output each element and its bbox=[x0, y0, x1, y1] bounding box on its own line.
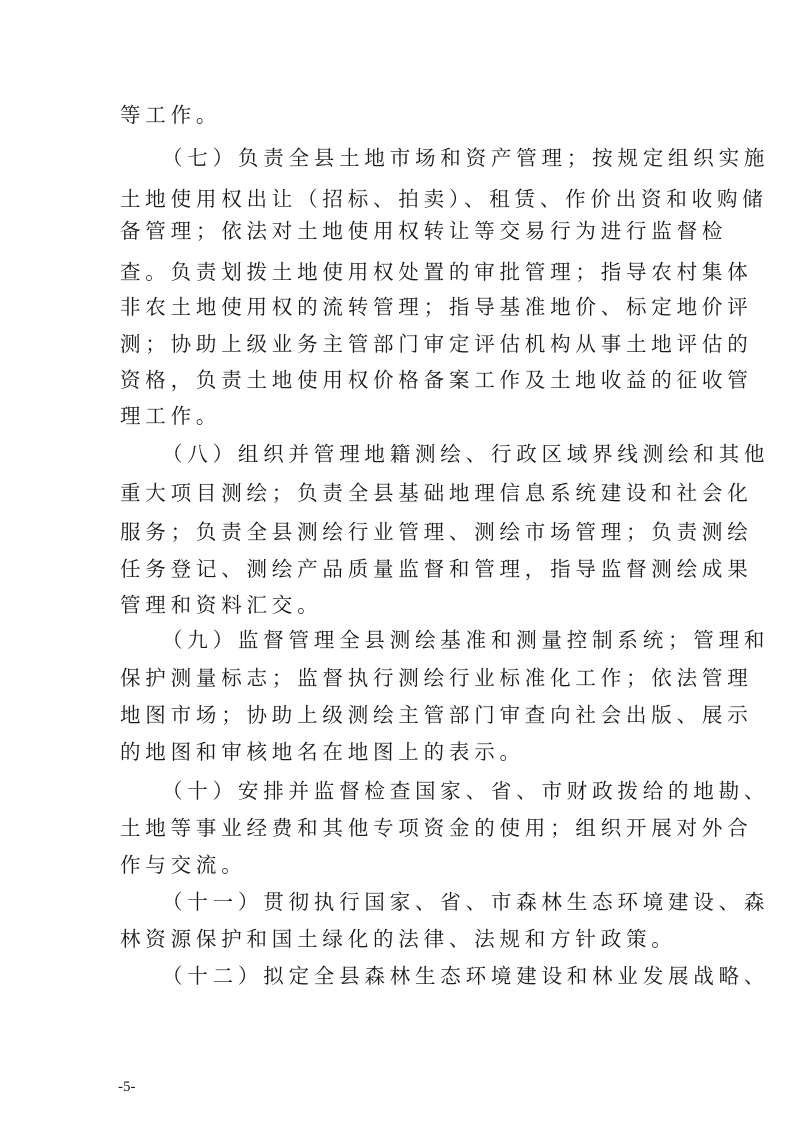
text-line: （八）组织并管理地籍测绘、行政区域界线测绘和其他 bbox=[162, 442, 770, 466]
text-line: 等工作。 bbox=[120, 103, 222, 127]
text-line: （十一）贯彻执行国家、省、市森林生态环境建设、森 bbox=[162, 890, 770, 914]
text-line: 土地使用权出让（招标、拍卖）、租赁、作价出资和收购储 bbox=[120, 187, 768, 211]
text-line: （七）负责全县土地市场和资产管理；按规定组织实施 bbox=[162, 146, 770, 170]
text-line: 备管理；依法对土地使用权转让等交易行为进行监督检 bbox=[120, 219, 728, 243]
text-line: 地图市场；协助上级测绘主管部门审查向社会出版、展示 bbox=[120, 703, 753, 727]
text-line: 土地等事业经费和其他专项资金的使用；组织开展对外合 bbox=[120, 816, 753, 840]
text-line: 保护测量标志；监督执行测绘行业标准化工作；依法管理 bbox=[120, 666, 753, 690]
page-number: -5- bbox=[118, 1079, 136, 1095]
text-line: 查。负责划拨土地使用权处置的审批管理；指导农村集体 bbox=[120, 260, 753, 284]
text-line: 理工作。 bbox=[120, 404, 222, 428]
text-line: 任务登记、测绘产品质量监督和管理，指导监督测绘成果 bbox=[120, 557, 753, 581]
text-line: 非农土地使用权的流转管理；指导基准地价、标定地价评 bbox=[120, 295, 753, 319]
text-line: 重大项目测绘；负责全县基础地理信息系统建设和社会化 bbox=[120, 481, 753, 505]
text-line: （十）安排并监督检查国家、省、市财政拨给的地勘、 bbox=[162, 779, 770, 803]
text-line: 测；协助上级业务主管部门审定评估机构从事土地评估的 bbox=[120, 332, 753, 356]
text-line: 资格，负责土地使用权价格备案工作及土地收益的征收管 bbox=[120, 368, 753, 392]
text-line: （十二）拟定全县森林生态环境建设和林业发展战略、 bbox=[162, 964, 770, 988]
text-line: 管理和资料汇交。 bbox=[120, 593, 323, 617]
text-line: 作与交流。 bbox=[120, 853, 247, 877]
text-line: 服务；负责全县测绘行业管理、测绘市场管理；负责测绘 bbox=[120, 520, 753, 544]
text-line: 的地图和审核地名在地图上的表示。 bbox=[120, 740, 525, 764]
text-line: （九）监督管理全县测绘基准和测量控制系统；管理和 bbox=[162, 628, 770, 652]
text-line: 林资源保护和国土绿化的法律、法规和方针政策。 bbox=[120, 927, 677, 951]
